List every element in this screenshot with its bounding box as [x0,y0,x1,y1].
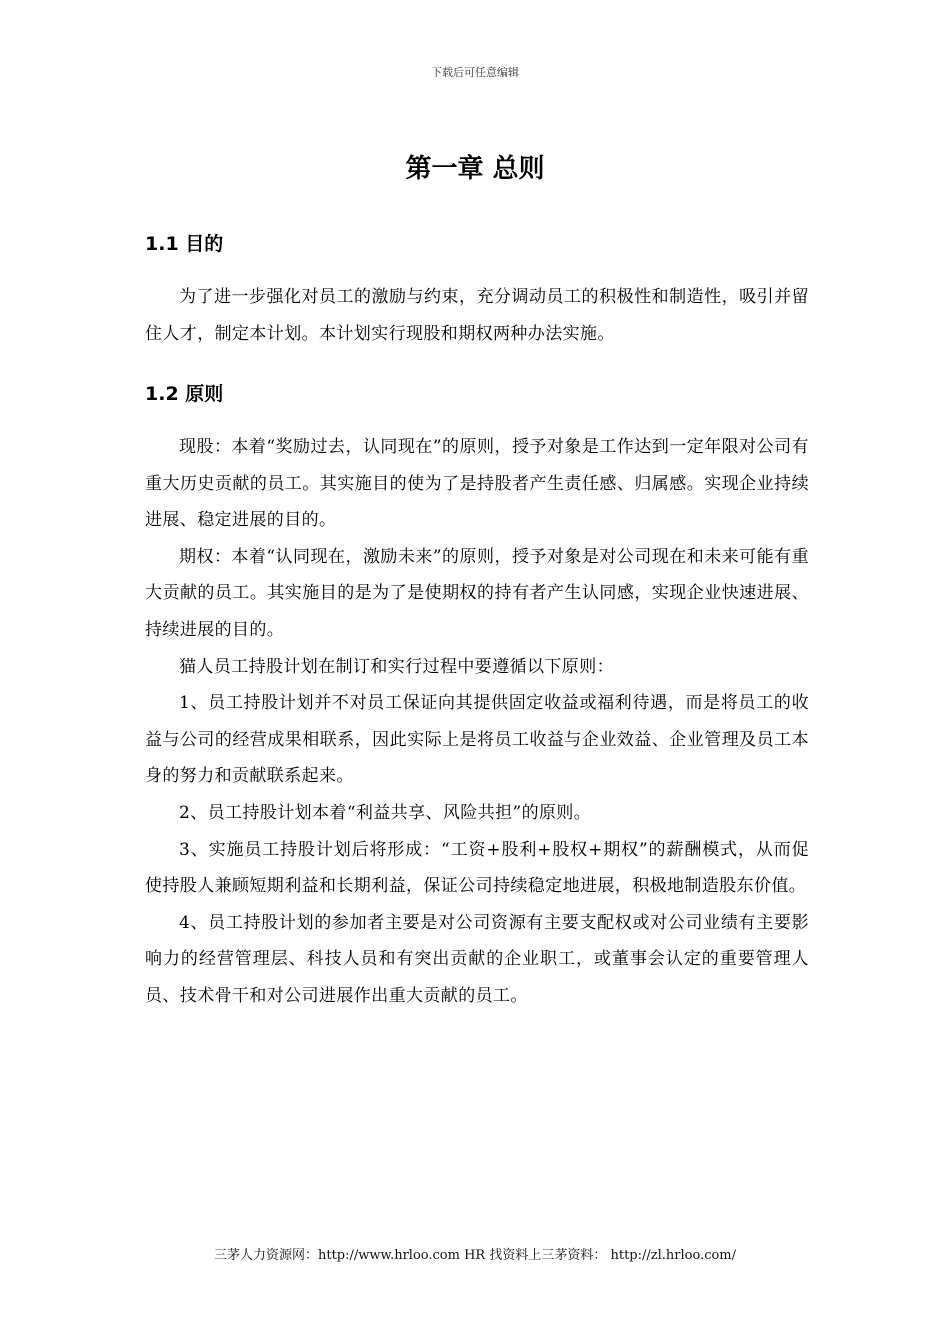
page-header-note: 下载后可任意编辑 [431,66,519,79]
chapter-title: 第一章 总则 [405,154,545,184]
paragraph: 4、员工持股计划的参加者主要是对公司资源有主要支配权或对公司业绩有主要影响力的经营管理层、科技人员和有突出贡献的企业职工，或董事会认定的重要管理人员、技术骨干和对公司进展作出重大贡献的员工。 [145,912,809,1006]
section-heading: 1.1 目的 [145,233,224,255]
paragraph: 2、员工持股计划本着“利益共享、风险共担”的原则。 [179,802,592,823]
section-purpose [145,230,809,352]
paragraph: 3、实施员工持股计划后将形成：“工资+股利+股权+期权”的薪酬模式，从而促使持股人兼顾短期利益和长期利益，保证公司持续稳定地进展，积极地制造股东价值。 [145,839,809,897]
paragraph: 1、员工持股计划并不对员工保证向其提供固定收益或福利待遇，而是将员工的收益与公司的经营成果相联系，因此实际上是将员工收益与企业效益、企业管理及员工本身的努力和贡献联系起来。 [145,693,809,787]
page-footer-text: 三茅人力资源网：http://www.hrloo.com HR 找资料上三茅资料： http://zl.hrloo.com/ [213,1248,737,1263]
paragraph: 期权：本着“认同现在，激励未来”的原则，授予对象是对公司现在和未来可能有重大贡献的员工。其实施目的是为了是使期权的持有者产生认同感，实现企业快速进展、持续进展的目的。 [145,546,809,640]
paragraph: 现股：本着“奖励过去，认同现在”的原则，授予对象是工作达到一定年限对公司有重大历史贡献的员工。其实施目的使为了是持股者产生责任感、归属感。实现企业持续进展、稳定进展的目的。 [145,437,809,531]
section-body [145,429,809,1015]
paragraph: 为了进一步强化对员工的激励与约束，充分调动员工的积极性和制造性，吸引并留住人才，制定本计划。本计划实行现股和期权两种办法实施。 [145,287,809,344]
section-principles [145,380,809,1015]
section-heading: 1.2 原则 [145,383,224,405]
paragraph: 猫人员工持股计划在制订和实行过程中要遵循以下原则： [179,656,614,677]
section-body [145,279,809,352]
